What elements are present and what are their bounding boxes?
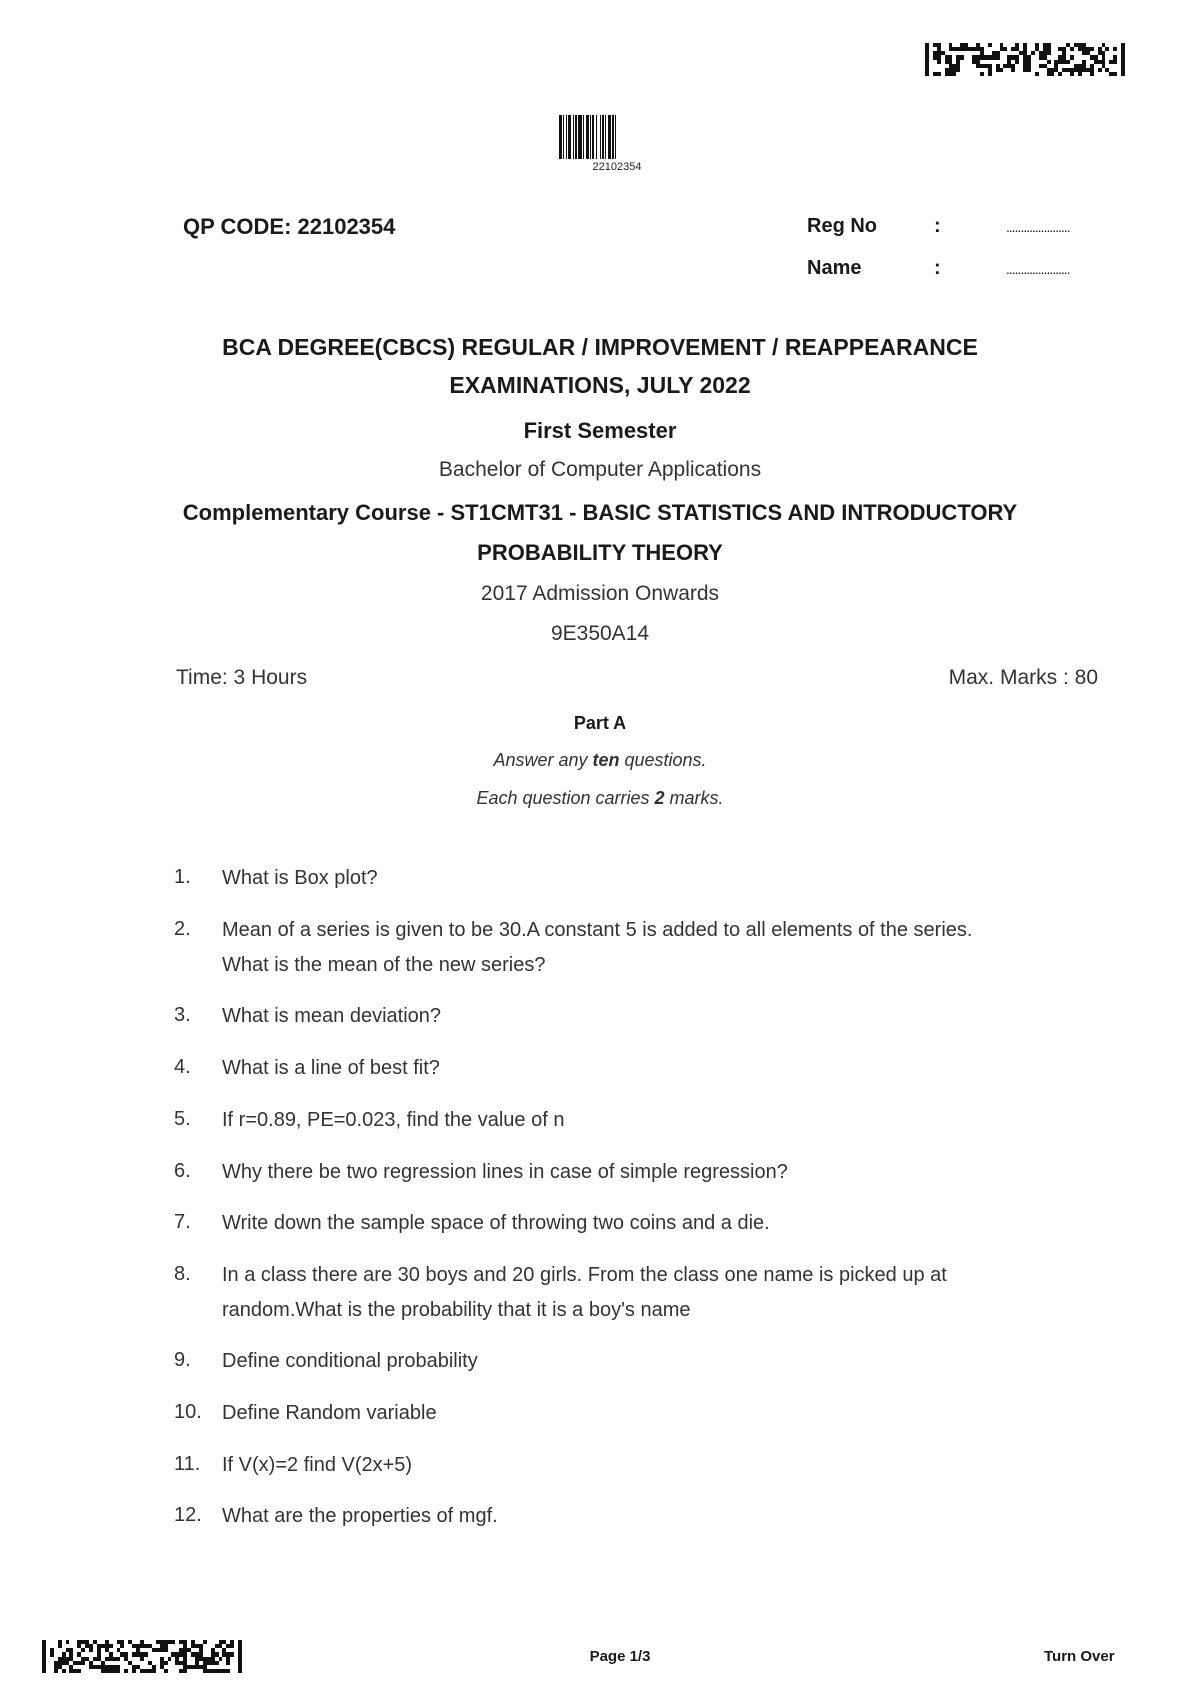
question-number: 3. <box>174 1004 191 1026</box>
reg-no-field: ...................... <box>1006 219 1070 235</box>
question-text-continued: What is the mean of the new series? <box>222 954 546 976</box>
time-allowed: Time: 3 Hours <box>176 666 308 689</box>
question-number: 10. <box>174 1401 202 1423</box>
question-text: Write down the sample space of throwing two coins and a die. <box>222 1212 770 1234</box>
question-number: 9. <box>174 1349 191 1371</box>
question-text: Mean of a series is given to be 30.A constant 5 is added to all elements of the series. <box>222 919 973 941</box>
name-colon: : <box>934 257 941 279</box>
paper-code: 9E350A14 <box>550 622 650 645</box>
question-number: 11. <box>174 1453 201 1475</box>
code-module <box>1125 72 1129 76</box>
question-number: 2. <box>174 918 191 940</box>
semester: First Semester <box>523 418 677 443</box>
exam-title-line1: BCA DEGREE(CBCS) REGULAR / IMPROVEMENT / REAPPEARANCE <box>222 334 978 360</box>
instruction-answer-post: questions. <box>619 750 707 770</box>
instruction-marks <box>0 788 1200 809</box>
question-text: Why there be two regression lines in case of simple regression? <box>222 1161 788 1183</box>
instruction-answer-count: ten <box>592 750 620 770</box>
question-number: 7. <box>174 1211 191 1233</box>
name-field: ...................... <box>1006 261 1070 277</box>
question-text: What are the properties of mgf. <box>222 1505 498 1527</box>
reg-no-label: Reg No <box>807 215 877 237</box>
instruction-marks-post: marks. <box>664 788 724 808</box>
instruction-answer-pre: Answer any <box>493 750 593 770</box>
name-label: Name <box>807 257 862 279</box>
course-title-line2: PROBABILITY THEORY <box>477 540 723 565</box>
instruction-marks-pre: Each question carries <box>476 788 655 808</box>
question-number: 6. <box>174 1160 191 1182</box>
exam-title-line2: EXAMINATIONS, JULY 2022 <box>449 372 751 398</box>
question-text: What is mean deviation? <box>222 1005 442 1027</box>
question-number: 4. <box>174 1056 191 1078</box>
turn-over: Turn Over <box>1044 1648 1115 1665</box>
question-text: If V(x)=2 find V(2x+5) <box>222 1454 413 1476</box>
question-text: If r=0.89, PE=0.023, find the value of n <box>222 1109 565 1131</box>
instruction-answer <box>0 750 1200 771</box>
bottom-left-2d-barcode <box>42 1640 246 1673</box>
barcode-bar <box>616 115 619 159</box>
code-module <box>242 1669 246 1673</box>
qp-code: QP CODE: 22102354 <box>183 214 396 239</box>
question-text: In a class there are 30 boys and 20 girls. From the class one name is picked up at <box>222 1264 947 1286</box>
instruction-marks-value: 2 <box>654 788 665 808</box>
question-number: 1. <box>174 866 191 888</box>
center-barcode <box>559 115 675 159</box>
question-text: Define conditional probability <box>222 1350 478 1372</box>
page-number: Page 1/3 <box>589 1648 651 1665</box>
course-title-line1: Complementary Course - ST1CMT31 - BASIC STATISTICS AND INTRODUCTORY <box>182 500 1018 525</box>
question-text: What is a line of best fit? <box>222 1057 440 1079</box>
barcode-number: 22102354 <box>592 161 642 173</box>
question-number: 8. <box>174 1263 191 1285</box>
program-name: Bachelor of Computer Applications <box>438 458 762 481</box>
question-number: 5. <box>174 1108 191 1130</box>
reg-no-colon: : <box>934 215 941 237</box>
admission-info: 2017 Admission Onwards <box>480 582 720 605</box>
top-right-2d-barcode <box>925 43 1129 76</box>
max-marks: Max. Marks : 80 <box>948 666 1098 689</box>
question-text-continued: random.What is the probability that it is a boy's name <box>222 1299 691 1321</box>
part-heading: Part A <box>573 713 627 733</box>
question-number: 12. <box>174 1504 202 1526</box>
question-text: Define Random variable <box>222 1402 437 1424</box>
question-text: What is Box plot? <box>222 867 378 889</box>
